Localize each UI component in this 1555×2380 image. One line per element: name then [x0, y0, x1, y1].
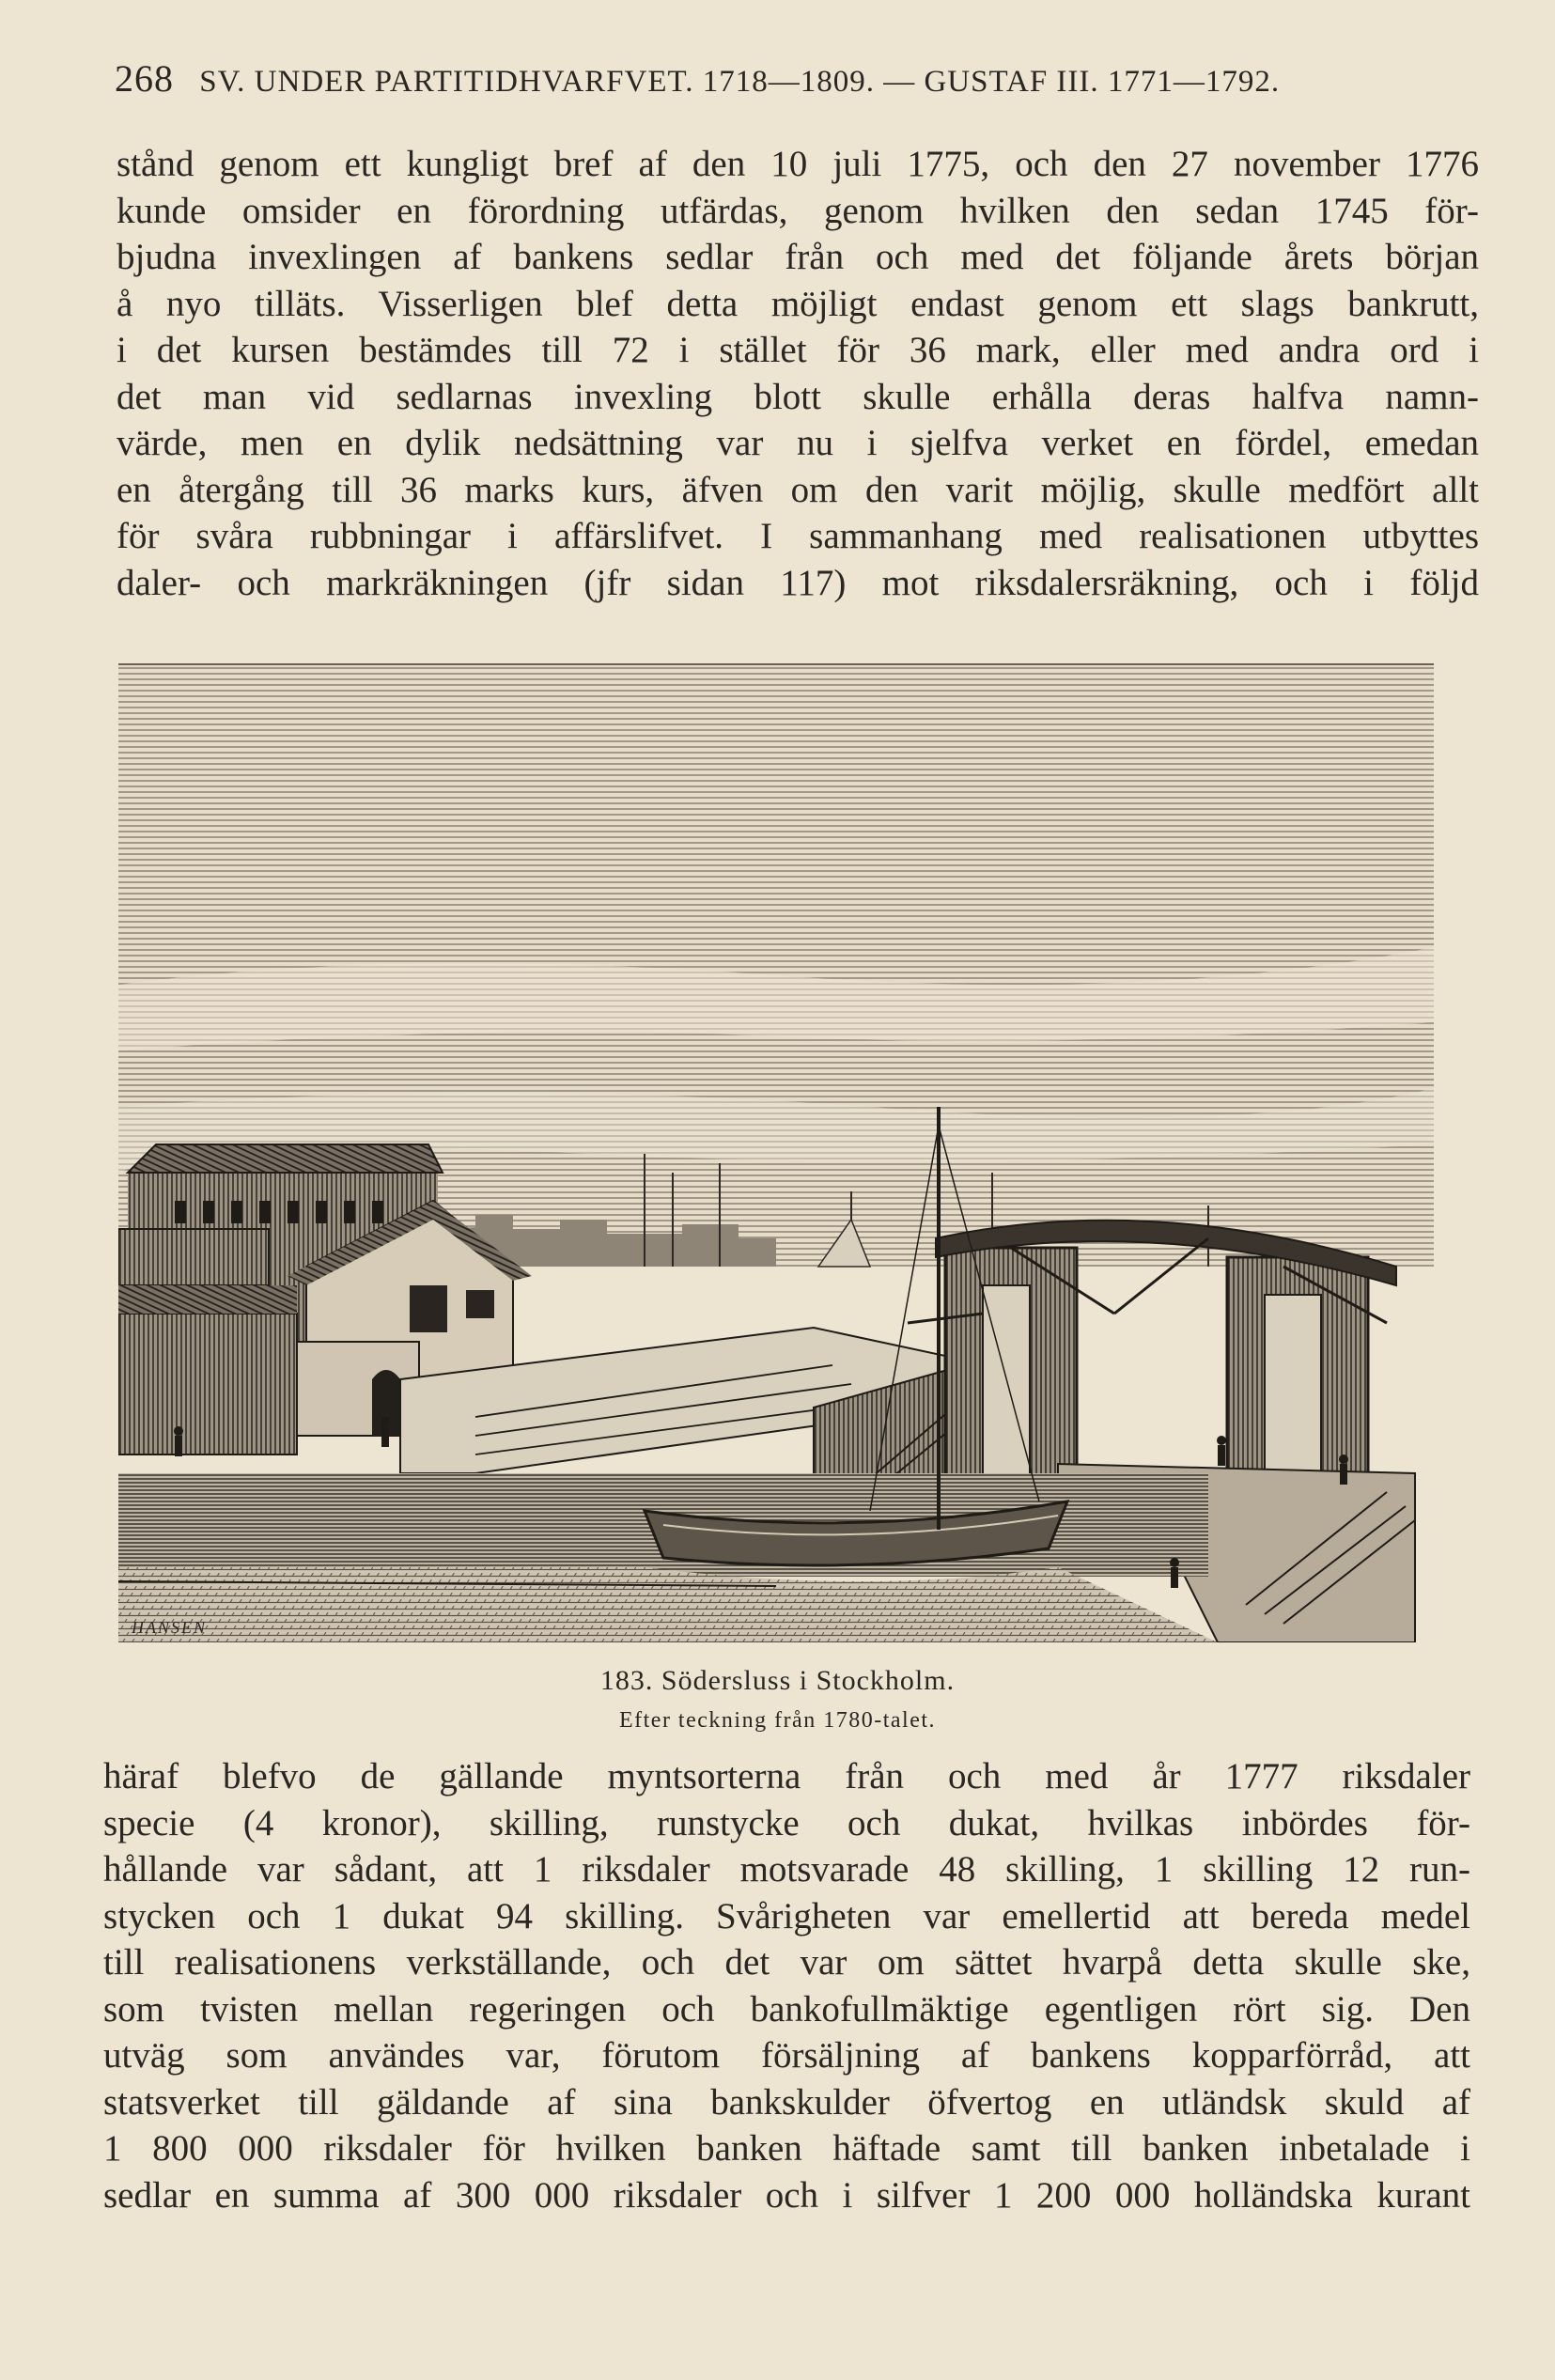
text-line: stycken och 1 dukat 94 skilling. Svårigheten var emellertid att bereda medel — [103, 1895, 1470, 1937]
text-line: till realisationens verkställande, och det var om sättet hvarpå detta skulle ske, — [103, 1942, 1470, 1983]
paragraph-top — [117, 141, 1479, 606]
text-line: å nyo tilläts. Visserligen blef detta möjligt endast genom ett slags bankrutt, — [117, 283, 1479, 324]
text-line: statsverket till gäldande af sina bankskulder öfvertog en utländsk skuld af — [103, 2081, 1470, 2123]
text-line: i det kursen bestämdes till 72 i stället för 36 mark, eller med andra ord i — [117, 330, 1479, 370]
figure-caption: 183. Södersluss i Stockholm. — [599, 1665, 956, 1696]
text-line: 1 800 000 riksdaler för hvilken banken häftade samt till banken inbetalade i — [103, 2128, 1470, 2169]
text-line: en återgång till 36 marks kurs, äfven om den varit möjlig, skulle medfört allt — [117, 469, 1479, 510]
engraving-illustration — [118, 663, 1434, 1642]
text-line: bjudna invexlingen af bankens sedlar från och med det följande årets början — [117, 237, 1479, 277]
text-line: sedlar en summa af 300 000 riksdaler och i silfver 1 200 000 holländska kurant — [103, 2174, 1470, 2216]
text-line: daler- och markräkningen (jfr sidan 117) mot riksdalersräkning, och i följd — [117, 562, 1479, 603]
text-line: det man vid sedlarnas invexling blott skulle erhålla deras halfva namn- — [117, 376, 1479, 417]
text-line: värde, men en dylik nedsättning var nu i sjelfva verket en fördel, emedan — [117, 423, 1479, 463]
engraver-signature: HANSEN — [132, 1618, 208, 1637]
engraving-image — [118, 665, 1434, 1642]
running-header — [115, 56, 1449, 101]
text-line: häraf blefvo de gällande myntsorterna från och med år 1777 riksdaler — [103, 1756, 1470, 1797]
text-line: kunde omsider en förordning utfärdas, genom hvilken den sedan 1745 för- — [117, 190, 1479, 231]
page-number: 268 — [115, 57, 174, 100]
text-line: som tvisten mellan regeringen och bankofullmäktige egentligen rört sig. Den — [103, 1988, 1470, 2030]
paragraph-bottom — [103, 1753, 1470, 2218]
text-line: för svåra rubbningar i affärslifvet. I sammanhang med realisationen utbyttes — [117, 516, 1479, 556]
figure-caption-sub: Efter teckning från 1780-talet. — [618, 1708, 937, 1733]
running-title: SV. UNDER PARTITIDHVARFVET. 1718—1809. — GUSTAF III. 1771—1792. — [199, 65, 1281, 99]
text-line: hållande var sådant, att 1 riksdaler motsvarade 48 skilling, 1 skilling 12 run- — [103, 1849, 1470, 1890]
text-line: specie (4 kronor), skilling, runstycke och dukat, hvilkas inbördes för- — [103, 1802, 1470, 1843]
text-line: utväg som användes var, förutom försäljning af bankens kopparförråd, att — [103, 2035, 1470, 2076]
text-line: stånd genom ett kungligt bref af den 10 juli 1775, och den 27 november 1776 — [117, 144, 1479, 184]
